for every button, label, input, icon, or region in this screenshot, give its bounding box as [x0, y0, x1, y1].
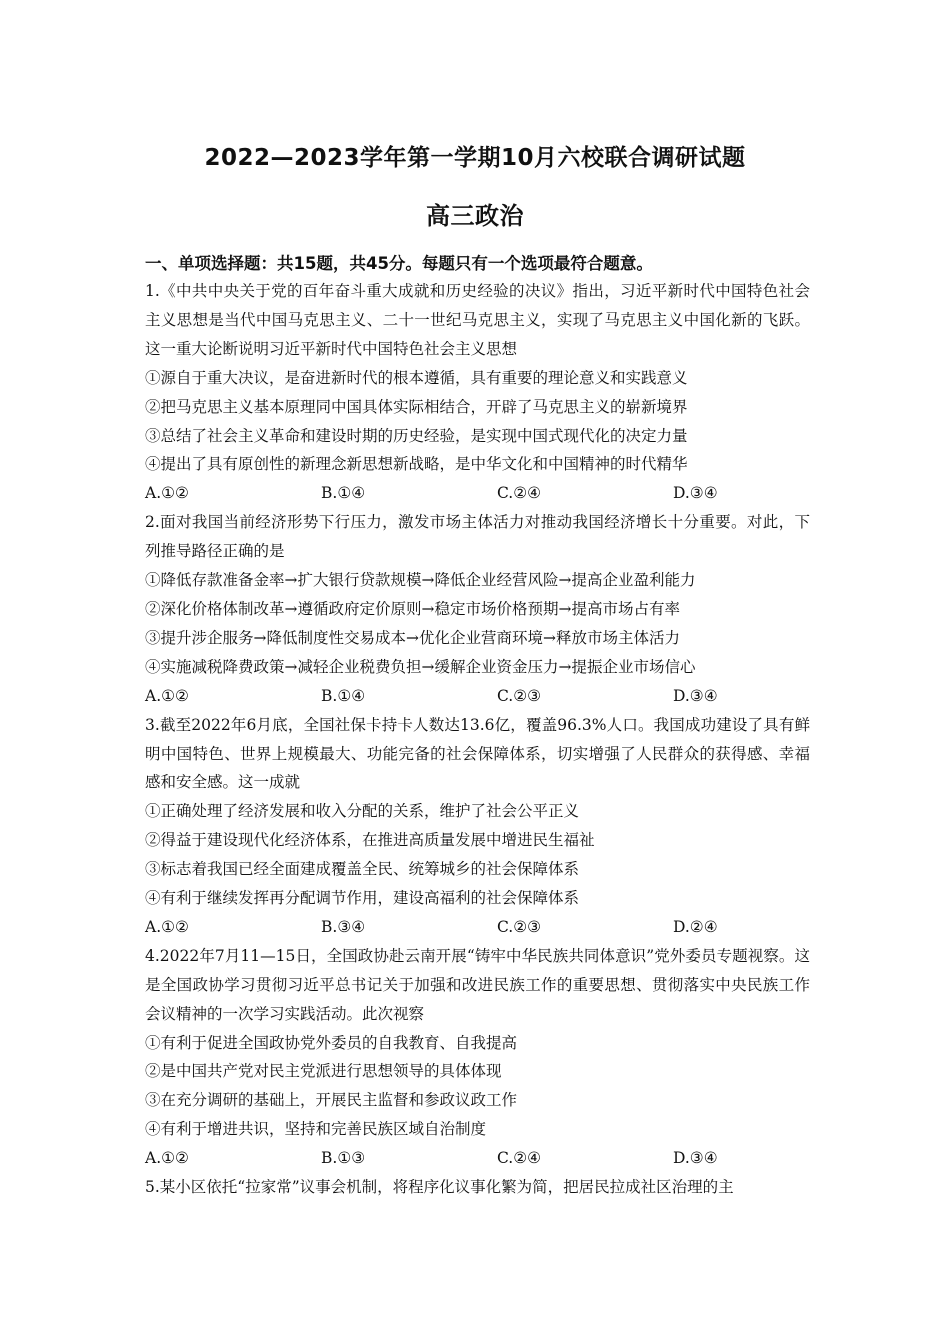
option-b: B.③④	[321, 917, 366, 936]
option-a: A.①②	[145, 1149, 189, 1168]
option-b: B.①④	[321, 686, 366, 705]
option-d: D.③④	[673, 686, 718, 705]
statement: ①降低存款准备金率→扩大银行贷款规模→降低企业经营风险→提高企业盈利能力	[145, 571, 696, 590]
question-4	[145, 942, 810, 1173]
statement: ②深化价格体制改革→遵循政府定价原则→稳定市场价格预期→提高市场占有率	[145, 599, 680, 618]
option-a: A.①②	[145, 484, 189, 503]
question-stem: 3.截至2022年6月底，全国社保卡持卡人数达13.6亿，覆盖96.3%人口。我国成功建设了具有鲜明中国特色、世界上规模最大、功能完备的社会保障体系，切实增强了人民群众的获得感、幸福感和安全感。这一成就	[145, 715, 810, 792]
statement: ③提升涉企服务→降低制度性交易成本→优化企业营商环境→释放市场主体活力	[145, 628, 680, 647]
question-2	[145, 508, 810, 710]
statement: ③标志着我国已经全面建成覆盖全民、统筹城乡的社会保障体系	[145, 860, 580, 879]
answer-options	[145, 479, 810, 508]
statement: ④有利于增进共识，坚持和完善民族区域自治制度	[145, 1120, 487, 1139]
statement: ①有利于促进全国政协党外委员的自我教育、自我提高	[145, 1033, 518, 1052]
question-5-partial: 5.某小区依托“拉家常”议事会机制，将程序化议事化繁为简，把居民拉成社区治理的主	[145, 1178, 734, 1197]
option-a: A.①②	[145, 686, 189, 705]
option-c: C.②③	[497, 686, 542, 705]
option-d: D.②④	[673, 917, 718, 936]
statement: ②得益于建设现代化经济体系，在推进高质量发展中增进民生福祉	[145, 831, 595, 850]
statement: ①正确处理了经济发展和收入分配的关系，维护了社会公平正义	[145, 802, 580, 821]
question-stem: 2.面对我国当前经济形势下行压力，激发市场主体活力对推动我国经济增长十分重要。对此，下列推导路径正确的是	[145, 513, 810, 561]
option-b: B.①③	[321, 1149, 366, 1168]
statement: ②是中国共产党对民主党派进行思想领导的具体体现	[145, 1062, 502, 1081]
answer-options	[145, 682, 810, 711]
option-d: D.③④	[673, 1149, 718, 1168]
option-a: A.①②	[145, 917, 189, 936]
statement: ③在充分调研的基础上，开展民主监督和参政议政工作	[145, 1091, 518, 1110]
question-list	[145, 277, 810, 1202]
exam-subject: 高三政治	[426, 202, 524, 230]
question-stem: 1.《中共中央关于党的百年奋斗重大成就和历史经验的决议》指出，习近平新时代中国特色社会主义思想是当代中国马克思主义、二十一世纪马克思主义，实现了马克思主义中国化新的飞跃。这一重大论断说明习近平新时代中国特色社会主义思想	[145, 282, 810, 358]
exam-title: 2022—2023学年第一学期10月六校联合调研试题	[204, 145, 746, 171]
statement: ④实施减税降费政策→减轻企业税费负担→缓解企业资金压力→提振企业市场信心	[145, 657, 696, 676]
statement: ②把马克思主义基本原理同中国具体实际相结合，开辟了马克思主义的崭新境界	[145, 397, 688, 416]
option-c: C.②③	[497, 917, 542, 936]
question-3	[145, 711, 810, 942]
answer-options	[145, 913, 810, 942]
statement: ①源自于重大决议，是奋进新时代的根本遵循，具有重要的理论意义和实践意义	[145, 368, 688, 387]
statement: ④提出了具有原创性的新理念新思想新战略，是中华文化和中国精神的时代精华	[145, 455, 688, 474]
section-heading: 一、单项选择题：共15题，共45分。每题只有一个选项最符合题意。	[145, 254, 653, 273]
answer-options	[145, 1144, 810, 1173]
statement: ④有利于继续发挥再分配调节作用，建设高福利的社会保障体系	[145, 889, 580, 908]
question-1	[145, 277, 810, 508]
option-d: D.③④	[673, 484, 718, 503]
option-c: C.②④	[497, 484, 542, 503]
statement: ③总结了社会主义革命和建设时期的历史经验，是实现中国式现代化的决定力量	[145, 426, 688, 445]
question-stem: 4.2022年7月11—15日，全国政协赴云南开展“铸牢中华民族共同体意识”党外委员专题视察。这是全国政协学习贯彻习近平总书记关于加强和改进民族工作的重要思想、贯彻落实中央民族工作会议精神的一次学习实践活动。此次视察	[145, 946, 810, 1023]
option-c: C.②④	[497, 1149, 542, 1168]
option-b: B.①④	[321, 484, 366, 503]
